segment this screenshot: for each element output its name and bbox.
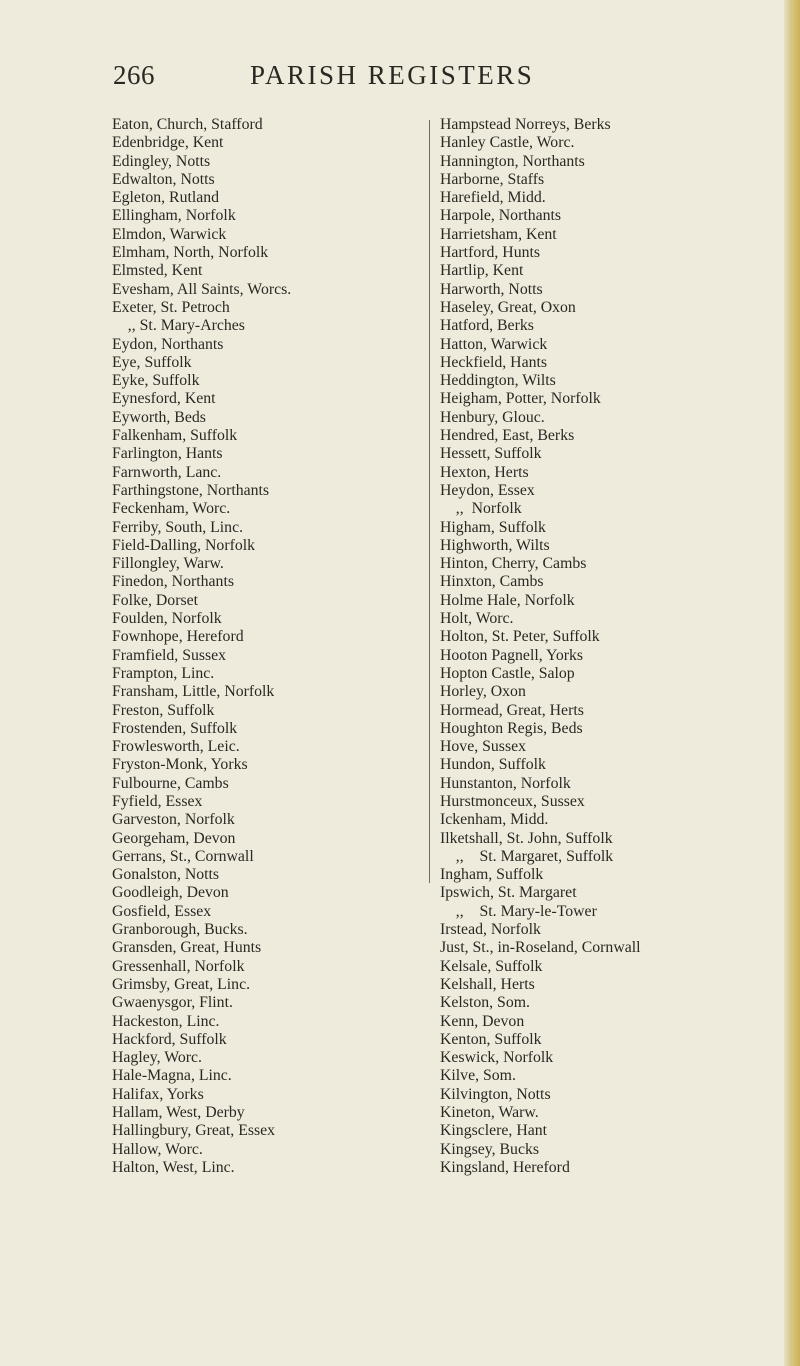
register-entry: Kelshall, Herts xyxy=(440,975,535,993)
register-entry: Fillongley, Warw. xyxy=(112,555,224,573)
register-entry: Hormead, Great, Herts xyxy=(440,701,584,719)
register-entry: Hackford, Suffolk xyxy=(112,1030,227,1048)
page-number: 266 xyxy=(113,60,155,90)
register-entry: Highworth, Wilts xyxy=(440,536,550,554)
register-entry: Kenton, Suffolk xyxy=(440,1030,542,1048)
register-entry: Kelsale, Suffolk xyxy=(440,957,543,975)
register-entry: Kilve, Som. xyxy=(440,1067,516,1085)
register-entry: Frowlesworth, Leic. xyxy=(112,738,240,756)
register-entry: Evesham, All Saints, Worcs. xyxy=(112,280,292,298)
register-entry: Fyfield, Essex xyxy=(112,792,203,810)
register-entry: Hinxton, Cambs xyxy=(440,573,544,591)
register-entry: Hartlip, Kent xyxy=(440,262,524,280)
register-entry: Hampstead Norreys, Berks xyxy=(440,116,611,133)
right-column xyxy=(440,116,641,1177)
register-entry: Harborne, Staffs xyxy=(440,170,545,188)
register-entry: Kilvington, Notts xyxy=(440,1085,551,1103)
register-entry: Keswick, Norfolk xyxy=(440,1049,554,1067)
register-entry: Gressenhall, Norfolk xyxy=(112,957,245,975)
register-entry: Heydon, Essex xyxy=(440,481,535,499)
register-entry: Hurstmonceux, Sussex xyxy=(440,792,585,810)
register-entry: Harpole, Northants xyxy=(440,207,562,225)
register-entry: Halton, West, Linc. xyxy=(112,1158,235,1176)
register-entry: Eyke, Suffolk xyxy=(112,372,200,390)
register-entry: Eyworth, Beds xyxy=(112,408,206,426)
left-column xyxy=(112,116,291,1177)
register-entry: Gonalston, Notts xyxy=(112,866,220,884)
register-entry: Hexton, Herts xyxy=(440,463,529,481)
register-entry: Houghton Regis, Beds xyxy=(440,719,583,737)
register-entry: Framfield, Sussex xyxy=(112,646,227,664)
column-divider xyxy=(429,120,430,883)
register-entry: Heigham, Potter, Norfolk xyxy=(440,390,601,408)
register-entry: ,, St. Mary-le-Tower xyxy=(440,902,597,920)
register-entry: Hinton, Cherry, Cambs xyxy=(440,555,587,573)
register-entry: Farlington, Hants xyxy=(112,445,223,463)
register-entry: Heddington, Wilts xyxy=(440,372,556,390)
register-entry: Haseley, Great, Oxon xyxy=(440,298,576,316)
register-entry: Harworth, Notts xyxy=(440,280,543,298)
register-entry: Edenbridge, Kent xyxy=(112,134,224,152)
register-entry: Falkenham, Suffolk xyxy=(112,427,238,445)
register-entry: Frostenden, Suffolk xyxy=(112,719,238,737)
register-entry: Eaton, Church, Stafford xyxy=(112,116,263,133)
register-entry: Freston, Suffolk xyxy=(112,701,215,719)
register-entry: Granborough, Bucks. xyxy=(112,921,248,939)
register-entry: Higham, Suffolk xyxy=(440,518,546,536)
register-entry: Hallam, West, Derby xyxy=(112,1104,245,1122)
register-entry: Gerrans, St., Cornwall xyxy=(112,847,254,865)
register-entry: Just, St., in-Roseland, Cornwall xyxy=(440,939,641,957)
register-entry: Fryston-Monk, Yorks xyxy=(112,756,248,774)
register-entry: Elmdon, Warwick xyxy=(112,225,227,243)
register-entry: Hooton Pagnell, Yorks xyxy=(440,646,584,664)
register-entry: Foulden, Norfolk xyxy=(112,610,222,628)
register-entry: Hunstanton, Norfolk xyxy=(440,774,571,792)
register-entry: Hove, Sussex xyxy=(440,738,527,756)
register-entry: Kingsey, Bucks xyxy=(440,1140,540,1158)
register-entry: Hopton Castle, Salop xyxy=(440,664,575,682)
register-entry: Heckfield, Hants xyxy=(440,353,548,371)
register-entry: Field-Dalling, Norfolk xyxy=(112,536,256,554)
register-entry: Georgeham, Devon xyxy=(112,829,236,847)
register-entry: Halifax, Yorks xyxy=(112,1085,204,1103)
page-header xyxy=(0,60,800,100)
register-entry: Grimsby, Great, Linc. xyxy=(112,975,251,993)
register-entry: Gosfield, Essex xyxy=(112,902,212,920)
register-entry: Hartford, Hunts xyxy=(440,244,541,262)
register-entry: Holt, Worc. xyxy=(440,610,514,628)
register-entry: Ilketshall, St. John, Suffolk xyxy=(440,829,613,847)
register-entry: Ingham, Suffolk xyxy=(440,866,544,884)
register-entry: Feckenham, Worc. xyxy=(112,500,231,518)
register-entry: Fulbourne, Cambs xyxy=(112,774,229,792)
register-entry: ,, St. Mary-Arches xyxy=(112,317,245,335)
register-entry: Hatford, Berks xyxy=(440,317,534,335)
register-entry: Holme Hale, Norfolk xyxy=(440,591,575,609)
register-entry: Kineton, Warw. xyxy=(440,1104,539,1122)
register-entry: Kingsland, Hereford xyxy=(440,1158,570,1176)
register-entry: Harrietsham, Kent xyxy=(440,225,557,243)
register-entry: Farnworth, Lanc. xyxy=(112,463,222,481)
register-entry: ,, Norfolk xyxy=(440,500,522,518)
register-entry: Garveston, Norfolk xyxy=(112,811,235,829)
register-entry: Kingsclere, Hant xyxy=(440,1122,548,1140)
register-entry: Finedon, Northants xyxy=(112,573,234,591)
register-entry: Kelston, Som. xyxy=(440,994,530,1012)
register-entry: ,, St. Margaret, Suffolk xyxy=(440,847,614,865)
register-entry: Elmham, North, Norfolk xyxy=(112,244,269,262)
register-entry: Hundon, Suffolk xyxy=(440,756,546,774)
register-entry: Hagley, Worc. xyxy=(112,1049,202,1067)
register-entry: Hallow, Worc. xyxy=(112,1140,203,1158)
register-entry: Ickenham, Midd. xyxy=(440,811,549,829)
register-entry: Kenn, Devon xyxy=(440,1012,525,1030)
register-entry: Folke, Dorset xyxy=(112,591,198,609)
register-entry: Hackeston, Linc. xyxy=(112,1012,220,1030)
register-entry: Farthingstone, Northants xyxy=(112,481,270,499)
register-entry: Eynesford, Kent xyxy=(112,390,216,408)
register-entry: Ellingham, Norfolk xyxy=(112,207,236,225)
register-entry: Gransden, Great, Hunts xyxy=(112,939,262,957)
register-entry: Hannington, Northants xyxy=(440,152,585,170)
register-entry: Eydon, Northants xyxy=(112,335,224,353)
register-entry: Holton, St. Peter, Suffolk xyxy=(440,628,600,646)
running-title: PARISH REGISTERS xyxy=(250,60,535,90)
register-entry: Edingley, Notts xyxy=(112,152,211,170)
page-edge xyxy=(784,0,800,1366)
register-entry: Hallingbury, Great, Essex xyxy=(112,1122,276,1140)
register-entry: Goodleigh, Devon xyxy=(112,884,229,902)
register-entry: Horley, Oxon xyxy=(440,683,526,701)
register-entry: Irstead, Norfolk xyxy=(440,921,541,939)
register-entry: Egleton, Rutland xyxy=(112,189,220,207)
register-entry: Frampton, Linc. xyxy=(112,664,215,682)
register-entry: Elmsted, Kent xyxy=(112,262,203,280)
register-entry: Ipswich, St. Margaret xyxy=(440,884,577,902)
register-entry: Fransham, Little, Norfolk xyxy=(112,683,275,701)
register-entry: Ferriby, South, Linc. xyxy=(112,518,244,536)
register-entry: Eye, Suffolk xyxy=(112,353,192,371)
register-entry: Hanley Castle, Worc. xyxy=(440,134,575,152)
register-entry: Harefield, Midd. xyxy=(440,189,546,207)
register-entry: Hessett, Suffolk xyxy=(440,445,542,463)
register-entry: Hale-Magna, Linc. xyxy=(112,1067,232,1085)
register-entry: Exeter, St. Petroch xyxy=(112,298,230,316)
register-entry: Hatton, Warwick xyxy=(440,335,548,353)
register-entry: Edwalton, Notts xyxy=(112,170,215,188)
register-entry: Gwaenysgor, Flint. xyxy=(112,994,233,1012)
register-entry: Fownhope, Hereford xyxy=(112,628,244,646)
register-entry: Henbury, Glouc. xyxy=(440,408,545,426)
register-entry: Hendred, East, Berks xyxy=(440,427,575,445)
